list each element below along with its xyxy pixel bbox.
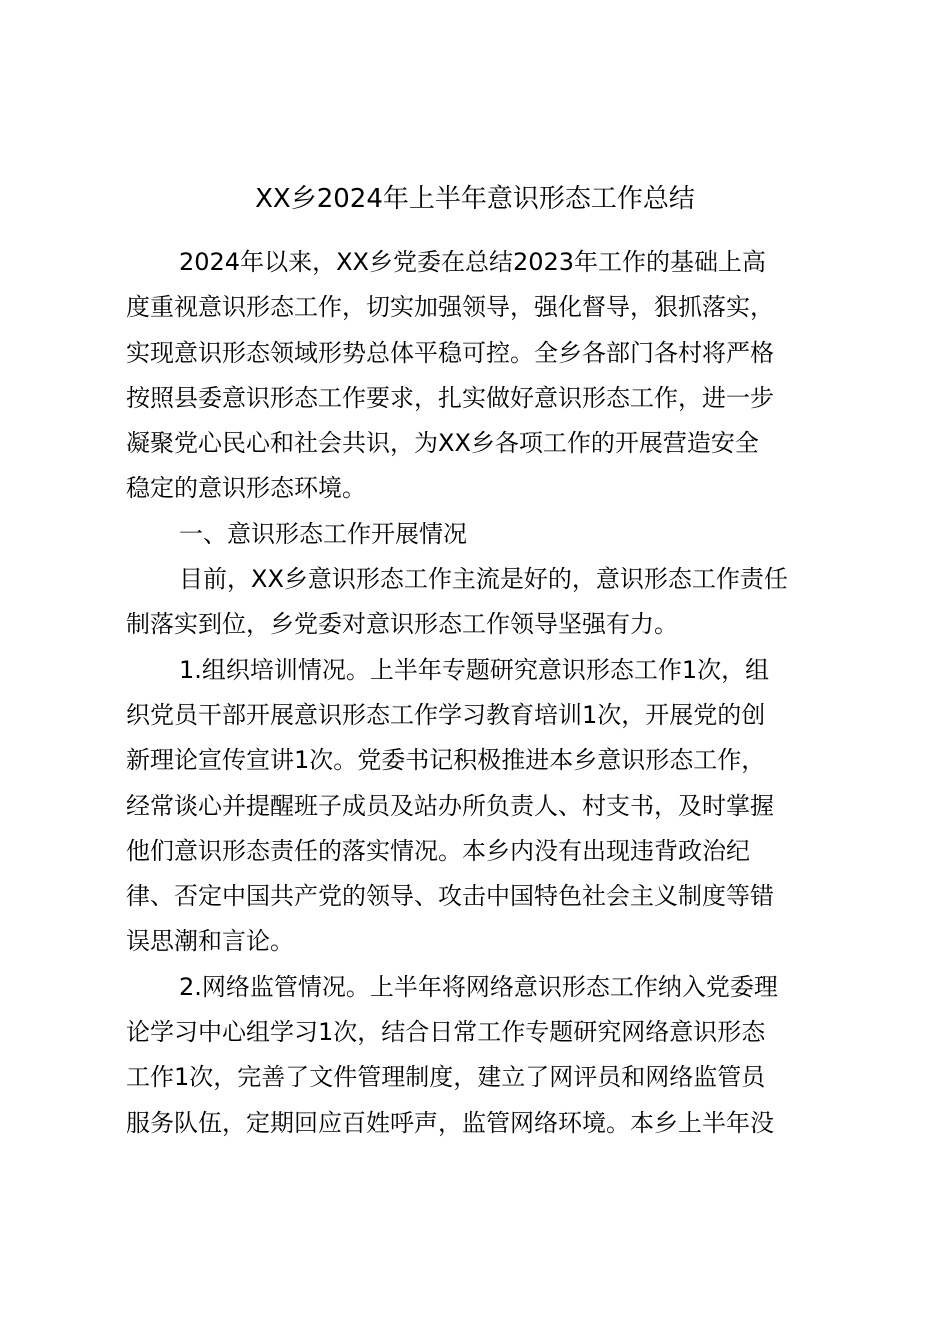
text-line: 按照县委意识形态工作要求，扎实做好意识形态工作，进一步	[126, 383, 774, 412]
text-line: 经常谈心并提醒班子成员及站办所负责人、村支书，及时掌握	[126, 791, 774, 820]
text-line: 稳定的意识形态环境。	[126, 474, 366, 503]
text-line: 1.组织培训情况。上半年专题研究意识形态工作1次，组	[179, 655, 770, 684]
text-line: 制落实到位，乡党委对意识形态工作领导坚强有力。	[126, 610, 678, 639]
text-line: 新理论宣传宣讲1次。党委书记积极推进本乡意识形态工作，	[126, 746, 766, 775]
text-line: 实现意识形态领域形势总体平稳可控。全乡各部门各村将严格	[126, 338, 774, 367]
text-line: 律、否定中国共产党的领导、攻击中国特色社会主义制度等错	[126, 882, 774, 911]
document-title: XX乡2024年上半年意识形态工作总结	[255, 184, 695, 214]
text-line: 凝聚党心民心和社会共识，为XX乡各项工作的开展营造安全	[126, 429, 759, 458]
document-body	[126, 240, 830, 1146]
text-line: 2024年以来，XX乡党委在总结2023年工作的基础上高	[179, 248, 767, 276]
section-heading: 一、意识形态工作开展情况	[179, 519, 467, 548]
text-line: 度重视意识形态工作，切实加强领导，强化督导，狠抓落实，	[126, 293, 774, 322]
text-line: 织党员干部开展意识形态工作学习教育培训1次，开展党的创	[126, 700, 766, 729]
text-line: 他们意识形态责任的落实情况。本乡内没有出现违背政治纪	[126, 836, 750, 865]
text-line: 论学习中心组学习1次，结合日常工作专题研究网络意识形态	[126, 1018, 766, 1047]
text-line: 误思潮和言论。	[126, 927, 294, 956]
text-line: 服务队伍，定期回应百姓呼声，监管网络环境。本乡上半年没	[126, 1108, 774, 1137]
text-line: 2.网络监管情况。上半年将网络意识形态工作纳入党委理	[179, 972, 778, 1001]
text-line: 目前，XX乡意识形态工作主流是好的，意识形态工作责任	[179, 565, 788, 594]
text-line: 工作1次，完善了文件管理制度，建立了网评员和网络监管员	[126, 1063, 766, 1092]
